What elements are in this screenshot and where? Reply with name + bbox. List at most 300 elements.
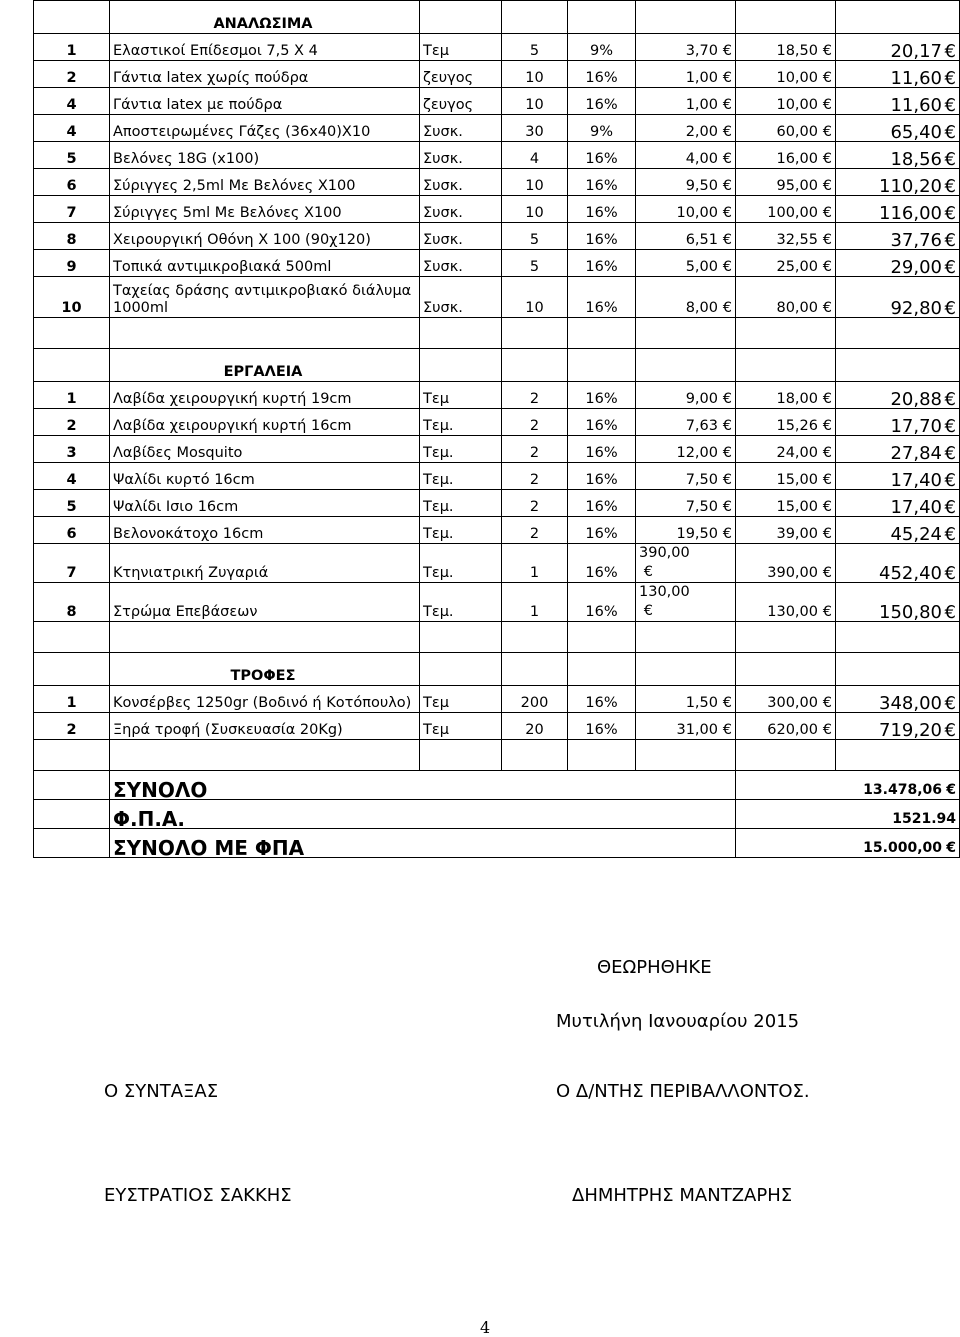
item-number xyxy=(34,409,110,436)
item-total-text: 18,56 xyxy=(890,149,942,169)
item-total-text: 27,84 xyxy=(890,443,942,463)
item-quantity xyxy=(502,713,568,740)
empty-cell xyxy=(502,653,568,686)
item-total-text: 116,00 xyxy=(879,203,942,223)
item-amount xyxy=(736,61,836,88)
item-vat-text: 9% xyxy=(589,43,613,59)
item-unit xyxy=(420,169,502,196)
item-total-text: 17,40 xyxy=(890,497,942,517)
item-description xyxy=(110,713,420,740)
item-number-text: 4 xyxy=(66,97,77,113)
item-vat-text: 16% xyxy=(585,151,618,167)
item-description-text: Γάντια latex με πούδρα xyxy=(113,97,283,113)
director-name: ΔΗΜΗΤΡΗΣ ΜΑΝΤΖΑΡΗΣ xyxy=(572,1185,793,1206)
item-price-text: 7,50 xyxy=(685,472,718,488)
item-amount-text: 32,55 xyxy=(776,232,818,248)
item-price-text: 5,00 xyxy=(685,259,718,275)
empty-cell xyxy=(34,318,110,349)
item-number-text: 6 xyxy=(66,178,77,194)
euro-icon: € xyxy=(722,259,732,275)
item-price-text: 31,00 xyxy=(676,722,718,738)
item-vat-text: 16% xyxy=(585,526,618,542)
item-description xyxy=(110,436,420,463)
item-quantity xyxy=(502,583,568,622)
euro-icon: € xyxy=(722,526,732,542)
euro-icon: € xyxy=(822,300,832,316)
item-total xyxy=(836,382,960,409)
item-description xyxy=(110,34,420,61)
spacer-row xyxy=(34,318,960,349)
table-row xyxy=(34,61,960,88)
item-amount xyxy=(736,277,836,318)
item-number xyxy=(34,169,110,196)
item-quantity-text: 2 xyxy=(529,418,540,434)
item-price xyxy=(636,583,736,622)
item-number xyxy=(34,713,110,740)
item-quantity-text: 2 xyxy=(529,391,540,407)
euro-icon: € xyxy=(643,603,653,619)
item-amount-text: 39,00 xyxy=(776,526,818,542)
item-vat xyxy=(568,544,636,583)
item-description xyxy=(110,250,420,277)
item-price-text: 8,00 xyxy=(685,300,718,316)
empty-cell xyxy=(420,349,502,382)
euro-icon: € xyxy=(944,563,956,583)
item-vat-text: 9% xyxy=(589,124,613,140)
item-number xyxy=(34,196,110,223)
item-unit xyxy=(420,490,502,517)
item-unit-text: Τεμ. xyxy=(423,565,454,581)
item-number xyxy=(34,61,110,88)
euro-icon: € xyxy=(722,178,732,194)
item-unit xyxy=(420,686,502,713)
item-amount xyxy=(736,382,836,409)
item-total-text: 110,20 xyxy=(879,176,942,196)
item-price-text: 9,50 xyxy=(685,178,718,194)
item-description xyxy=(110,142,420,169)
euro-icon: € xyxy=(944,443,956,463)
euro-icon: € xyxy=(822,418,832,434)
empty-cell xyxy=(836,349,960,382)
item-unit-text: Τεμ. xyxy=(423,604,454,620)
euro-icon: € xyxy=(822,97,832,113)
item-vat-text: 16% xyxy=(585,205,618,221)
empty-cell xyxy=(636,622,736,653)
item-total xyxy=(836,34,960,61)
empty-cell xyxy=(636,318,736,349)
item-amount xyxy=(736,250,836,277)
item-description-text: Λαβίδα χειρουργική κυρτή 16cm xyxy=(113,418,352,434)
table-row xyxy=(34,88,960,115)
empty-cell xyxy=(636,349,736,382)
item-vat xyxy=(568,436,636,463)
item-unit xyxy=(420,382,502,409)
item-price xyxy=(636,713,736,740)
item-quantity-text: 5 xyxy=(529,43,540,59)
item-unit xyxy=(420,409,502,436)
item-unit-text: Τεμ. xyxy=(423,526,454,542)
item-amount-text: 24,00 xyxy=(776,445,818,461)
item-total xyxy=(836,713,960,740)
euro-icon: € xyxy=(944,602,956,622)
item-price-text: 6,51 xyxy=(685,232,718,248)
summary-value-text: 1521.94 xyxy=(892,811,956,827)
item-description xyxy=(110,115,420,142)
item-total-text: 92,80 xyxy=(890,298,942,318)
item-unit-text: ζευγος xyxy=(423,97,474,113)
item-number-text: 1 xyxy=(66,43,77,59)
item-price xyxy=(636,169,736,196)
summary-row xyxy=(34,829,960,858)
item-amount xyxy=(736,686,836,713)
item-price-text: 1,50 xyxy=(685,695,718,711)
item-unit-text: Τεμ xyxy=(423,43,449,59)
summary-value xyxy=(736,800,960,829)
item-vat xyxy=(568,142,636,169)
item-total-text: 29,00 xyxy=(890,257,942,277)
euro-icon: € xyxy=(722,232,732,248)
item-total xyxy=(836,61,960,88)
item-vat xyxy=(568,490,636,517)
table-row xyxy=(34,686,960,713)
item-vat xyxy=(568,223,636,250)
item-total-text: 719,20 xyxy=(879,720,942,740)
euro-icon: € xyxy=(722,124,732,140)
empty-cell xyxy=(34,740,110,771)
item-total xyxy=(836,88,960,115)
item-amount-text: 390,00 xyxy=(767,565,818,581)
empty-cell xyxy=(420,740,502,771)
item-total xyxy=(836,223,960,250)
euro-icon: € xyxy=(722,151,732,167)
approval-date: Μυτιλήνη Ιανουαρίου 2015 xyxy=(556,1011,800,1032)
item-number-text: 7 xyxy=(66,565,77,581)
item-quantity-text: 10 xyxy=(525,205,544,221)
euro-icon: € xyxy=(822,472,832,488)
item-amount xyxy=(736,490,836,517)
item-quantity xyxy=(502,409,568,436)
table-row xyxy=(34,196,960,223)
item-quantity xyxy=(502,382,568,409)
euro-icon: € xyxy=(822,526,832,542)
empty-cell xyxy=(568,349,636,382)
table-row xyxy=(34,490,960,517)
section-title-text: ΤΡΟΦΕΣ xyxy=(230,668,296,684)
empty-cell xyxy=(110,622,420,653)
item-description-text: Βελόνες 18G (x100) xyxy=(113,151,260,167)
euro-icon: € xyxy=(722,499,732,515)
item-vat-text: 16% xyxy=(585,604,618,620)
item-quantity xyxy=(502,436,568,463)
item-number xyxy=(34,250,110,277)
item-vat xyxy=(568,250,636,277)
item-description-text: Σύριγγες 2,5ml Με Βελόνες Χ100 xyxy=(113,178,356,194)
empty-cell xyxy=(636,740,736,771)
item-total xyxy=(836,436,960,463)
summary-value-text: 13.478,06 xyxy=(863,782,942,798)
empty-cell xyxy=(836,1,960,34)
item-price xyxy=(636,142,736,169)
item-amount xyxy=(736,34,836,61)
item-quantity xyxy=(502,169,568,196)
euro-icon: € xyxy=(822,695,832,711)
item-amount-text: 95,00 xyxy=(776,178,818,194)
item-unit-text: Τεμ. xyxy=(423,499,454,515)
summary-label xyxy=(110,771,736,800)
item-price-text: 130,00 xyxy=(639,584,690,600)
item-vat-text: 16% xyxy=(585,259,618,275)
item-total-text: 150,80 xyxy=(879,602,942,622)
euro-icon: € xyxy=(944,68,956,88)
item-unit xyxy=(420,61,502,88)
item-amount xyxy=(736,142,836,169)
item-price xyxy=(636,250,736,277)
item-quantity-text: 2 xyxy=(529,472,540,488)
item-quantity xyxy=(502,115,568,142)
item-unit xyxy=(420,277,502,318)
empty-cell xyxy=(420,622,502,653)
item-number-text: 4 xyxy=(66,472,77,488)
item-description-text: Βελονοκάτοχο 16cm xyxy=(113,526,264,542)
item-amount xyxy=(736,436,836,463)
summary-label-text: ΣΥΝΟΛΟ xyxy=(113,778,208,800)
item-description xyxy=(110,61,420,88)
item-price xyxy=(636,61,736,88)
item-unit xyxy=(420,34,502,61)
item-price xyxy=(636,436,736,463)
item-quantity-text: 5 xyxy=(529,232,540,248)
item-quantity-text: 10 xyxy=(525,70,544,86)
item-vat xyxy=(568,115,636,142)
table-row xyxy=(34,223,960,250)
item-amount-text: 10,00 xyxy=(776,70,818,86)
author-name: ΕΥΣΤΡΑΤΙΟΣ ΣΑΚΚΗΣ xyxy=(104,1185,292,1206)
item-price-text: 7,50 xyxy=(685,499,718,515)
item-total xyxy=(836,277,960,318)
item-quantity xyxy=(502,517,568,544)
euro-icon: € xyxy=(944,149,956,169)
empty-cell xyxy=(420,1,502,34)
empty-cell xyxy=(568,1,636,34)
item-unit-text: Συσκ. xyxy=(423,205,463,221)
item-number-text: 7 xyxy=(66,205,77,221)
item-price-text: 12,00 xyxy=(676,445,718,461)
item-vat-text: 16% xyxy=(585,232,618,248)
item-total-text: 65,40 xyxy=(890,122,942,142)
item-number xyxy=(34,436,110,463)
item-vat-text: 16% xyxy=(585,391,618,407)
item-amount xyxy=(736,169,836,196)
item-price xyxy=(636,34,736,61)
item-price-text: 3,70 xyxy=(685,43,718,59)
empty-cell xyxy=(836,740,960,771)
item-quantity xyxy=(502,61,568,88)
page-number: 4 xyxy=(480,1318,491,1337)
item-amount-text: 80,00 xyxy=(776,300,818,316)
item-number-text: 10 xyxy=(61,300,82,316)
euro-icon: € xyxy=(944,389,956,409)
empty-cell xyxy=(636,653,736,686)
euro-icon: € xyxy=(722,472,732,488)
empty-cell xyxy=(736,622,836,653)
item-amount-text: 300,00 xyxy=(767,695,818,711)
item-vat-text: 16% xyxy=(585,722,618,738)
item-total xyxy=(836,490,960,517)
item-number xyxy=(34,544,110,583)
summary-label-text: Φ.Π.Α. xyxy=(113,807,186,829)
euro-icon: € xyxy=(722,300,732,316)
euro-icon: € xyxy=(722,70,732,86)
empty-cell xyxy=(568,653,636,686)
item-number xyxy=(34,142,110,169)
item-description xyxy=(110,277,420,318)
item-price-text: 390,00 xyxy=(639,545,690,561)
item-price xyxy=(636,223,736,250)
item-number xyxy=(34,517,110,544)
item-total xyxy=(836,115,960,142)
item-description-text: Ταχείας δράσης αντιμικροβιακό διάλυμα 1000ml xyxy=(113,283,412,316)
item-quantity xyxy=(502,142,568,169)
item-vat xyxy=(568,34,636,61)
item-description-text: Τοπικά αντιμικροβιακά 500ml xyxy=(113,259,332,275)
euro-icon: € xyxy=(944,497,956,517)
item-quantity-text: 4 xyxy=(529,151,540,167)
item-unit xyxy=(420,713,502,740)
empty-cell xyxy=(34,349,110,382)
item-quantity-text: 5 xyxy=(529,259,540,275)
table-row xyxy=(34,34,960,61)
euro-icon: € xyxy=(944,41,956,61)
item-price-text: 19,50 xyxy=(676,526,718,542)
item-number xyxy=(34,686,110,713)
item-total-text: 20,17 xyxy=(890,41,942,61)
empty-cell xyxy=(502,349,568,382)
empty-cell xyxy=(836,653,960,686)
item-description xyxy=(110,169,420,196)
item-amount xyxy=(736,583,836,622)
author-role: Ο ΣΥΝΤΑΞΑΣ xyxy=(104,1081,219,1102)
table-row xyxy=(34,277,960,318)
item-unit-text: Τεμ xyxy=(423,391,449,407)
item-vat-text: 16% xyxy=(585,499,618,515)
item-quantity-text: 2 xyxy=(529,445,540,461)
item-number xyxy=(34,463,110,490)
empty-cell xyxy=(34,771,110,800)
euro-icon: € xyxy=(946,782,956,798)
item-amount xyxy=(736,517,836,544)
item-vat-text: 16% xyxy=(585,70,618,86)
item-quantity-text: 30 xyxy=(525,124,544,140)
item-quantity xyxy=(502,463,568,490)
item-description-text: Ψαλίδι κυρτό 16cm xyxy=(113,472,255,488)
table-row xyxy=(34,436,960,463)
item-unit xyxy=(420,88,502,115)
item-description xyxy=(110,409,420,436)
item-quantity xyxy=(502,277,568,318)
summary-value xyxy=(736,829,960,858)
euro-icon: € xyxy=(822,43,832,59)
item-total xyxy=(836,142,960,169)
item-price xyxy=(636,409,736,436)
item-vat-text: 16% xyxy=(585,300,618,316)
item-vat xyxy=(568,196,636,223)
item-unit xyxy=(420,436,502,463)
item-description-text: Σύριγγες 5ml Με Βελόνες Χ100 xyxy=(113,205,342,221)
item-description xyxy=(110,463,420,490)
item-description-text: Ελαστικοί Επίδεσμοι 7,5 Χ 4 xyxy=(113,43,318,59)
empty-cell xyxy=(502,1,568,34)
item-quantity xyxy=(502,88,568,115)
euro-icon: € xyxy=(822,565,832,581)
item-amount xyxy=(736,409,836,436)
item-price-text: 1,00 xyxy=(685,97,718,113)
item-amount-text: 60,00 xyxy=(776,124,818,140)
item-total-text: 452,40 xyxy=(879,563,942,583)
euro-icon: € xyxy=(946,840,956,856)
item-number xyxy=(34,583,110,622)
empty-cell xyxy=(736,349,836,382)
item-number-text: 1 xyxy=(66,695,77,711)
item-total-text: 20,88 xyxy=(890,389,942,409)
item-price xyxy=(636,544,736,583)
item-quantity-text: 2 xyxy=(529,499,540,515)
item-vat xyxy=(568,169,636,196)
item-quantity-text: 10 xyxy=(525,178,544,194)
item-quantity-text: 20 xyxy=(525,722,544,738)
item-vat-text: 16% xyxy=(585,418,618,434)
item-number xyxy=(34,115,110,142)
euro-icon: € xyxy=(822,205,832,221)
item-unit xyxy=(420,115,502,142)
item-vat xyxy=(568,583,636,622)
item-price-text: 9,00 xyxy=(685,391,718,407)
item-price-text: 7,63 xyxy=(685,418,718,434)
item-description-text: Αποστειρωμένες Γάζες (36x40)Χ10 xyxy=(113,124,371,140)
item-amount xyxy=(736,463,836,490)
item-unit-text: Συσκ. xyxy=(423,232,463,248)
director-role: Ο Δ/ΝΤΗΣ ΠΕΡΙΒΑΛΛΟΝΤΟΣ. xyxy=(556,1081,810,1102)
item-vat-text: 16% xyxy=(585,695,618,711)
item-price xyxy=(636,686,736,713)
summary-value-text: 15.000,00 xyxy=(863,840,942,856)
euro-icon: € xyxy=(722,445,732,461)
summary-label xyxy=(110,829,736,858)
item-total xyxy=(836,463,960,490)
item-unit-text: Τεμ. xyxy=(423,418,454,434)
item-vat-text: 16% xyxy=(585,178,618,194)
item-quantity xyxy=(502,490,568,517)
spacer-row xyxy=(34,740,960,771)
item-description xyxy=(110,686,420,713)
item-price-text: 4,00 xyxy=(685,151,718,167)
item-amount-text: 18,00 xyxy=(776,391,818,407)
section-header xyxy=(34,349,960,382)
item-description xyxy=(110,196,420,223)
item-quantity xyxy=(502,250,568,277)
item-total-text: 11,60 xyxy=(890,95,942,115)
item-vat xyxy=(568,686,636,713)
item-vat xyxy=(568,409,636,436)
item-total xyxy=(836,517,960,544)
section-title-text: ΑΝΑΛΩΣΙΜΑ xyxy=(213,16,313,32)
euro-icon: € xyxy=(822,391,832,407)
empty-cell xyxy=(502,318,568,349)
empty-cell xyxy=(110,318,420,349)
item-unit-text: ζευγος xyxy=(423,70,474,86)
euro-icon: € xyxy=(722,43,732,59)
empty-cell xyxy=(836,622,960,653)
empty-cell xyxy=(568,622,636,653)
